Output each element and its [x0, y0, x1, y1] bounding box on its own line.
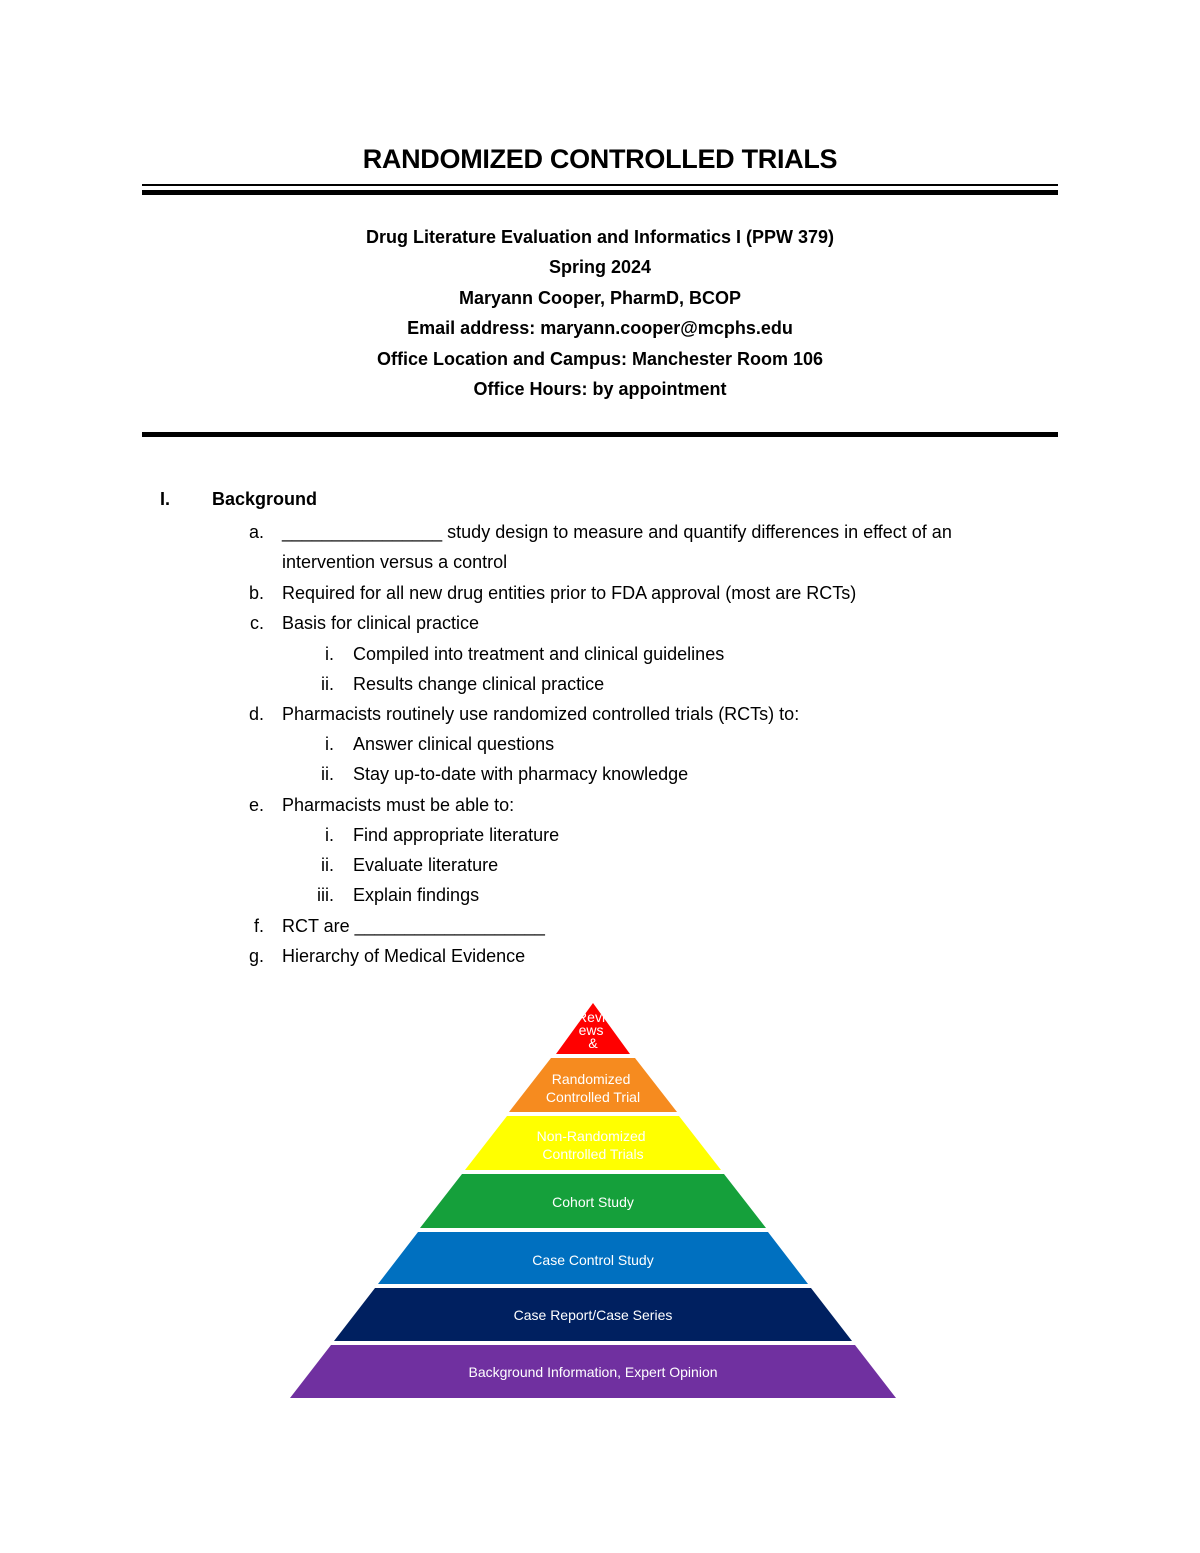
- term: Spring 2024: [548, 257, 652, 278]
- document-title: RANDOMIZED CONTROLLED TRIALS: [362, 144, 838, 174]
- instructor: Maryann Cooper, PharmD, BCOP: [458, 287, 742, 308]
- pyramid-label-2: Non-Randomized Controlled Trials: [536, 1128, 646, 1162]
- section-number: I.: [160, 489, 171, 509]
- section-title: Background: [212, 489, 318, 509]
- course-name: Drug Literature Evaluation and Informatics I (PPW 379): [365, 227, 835, 247]
- office-location: Office Location and Campus: Manchester Room 106: [376, 348, 824, 369]
- pyramid-label-4: Case Control Study: [532, 1252, 654, 1268]
- pyramid-label-0: Revi ews &: [577, 1009, 606, 1051]
- email: Email address: maryann.cooper@mcphs.edu: [407, 318, 793, 339]
- office-hours: Office Hours: by appointment: [473, 378, 727, 399]
- pyramid-label-5: Case Report/Case Series: [513, 1307, 673, 1323]
- pyramid-label-3: Cohort Study: [552, 1194, 634, 1210]
- pyramid-label-6: Background Information, Expert Opinion: [468, 1364, 718, 1380]
- pyramid-label-1: Randomized Controlled Trial: [545, 1071, 641, 1105]
